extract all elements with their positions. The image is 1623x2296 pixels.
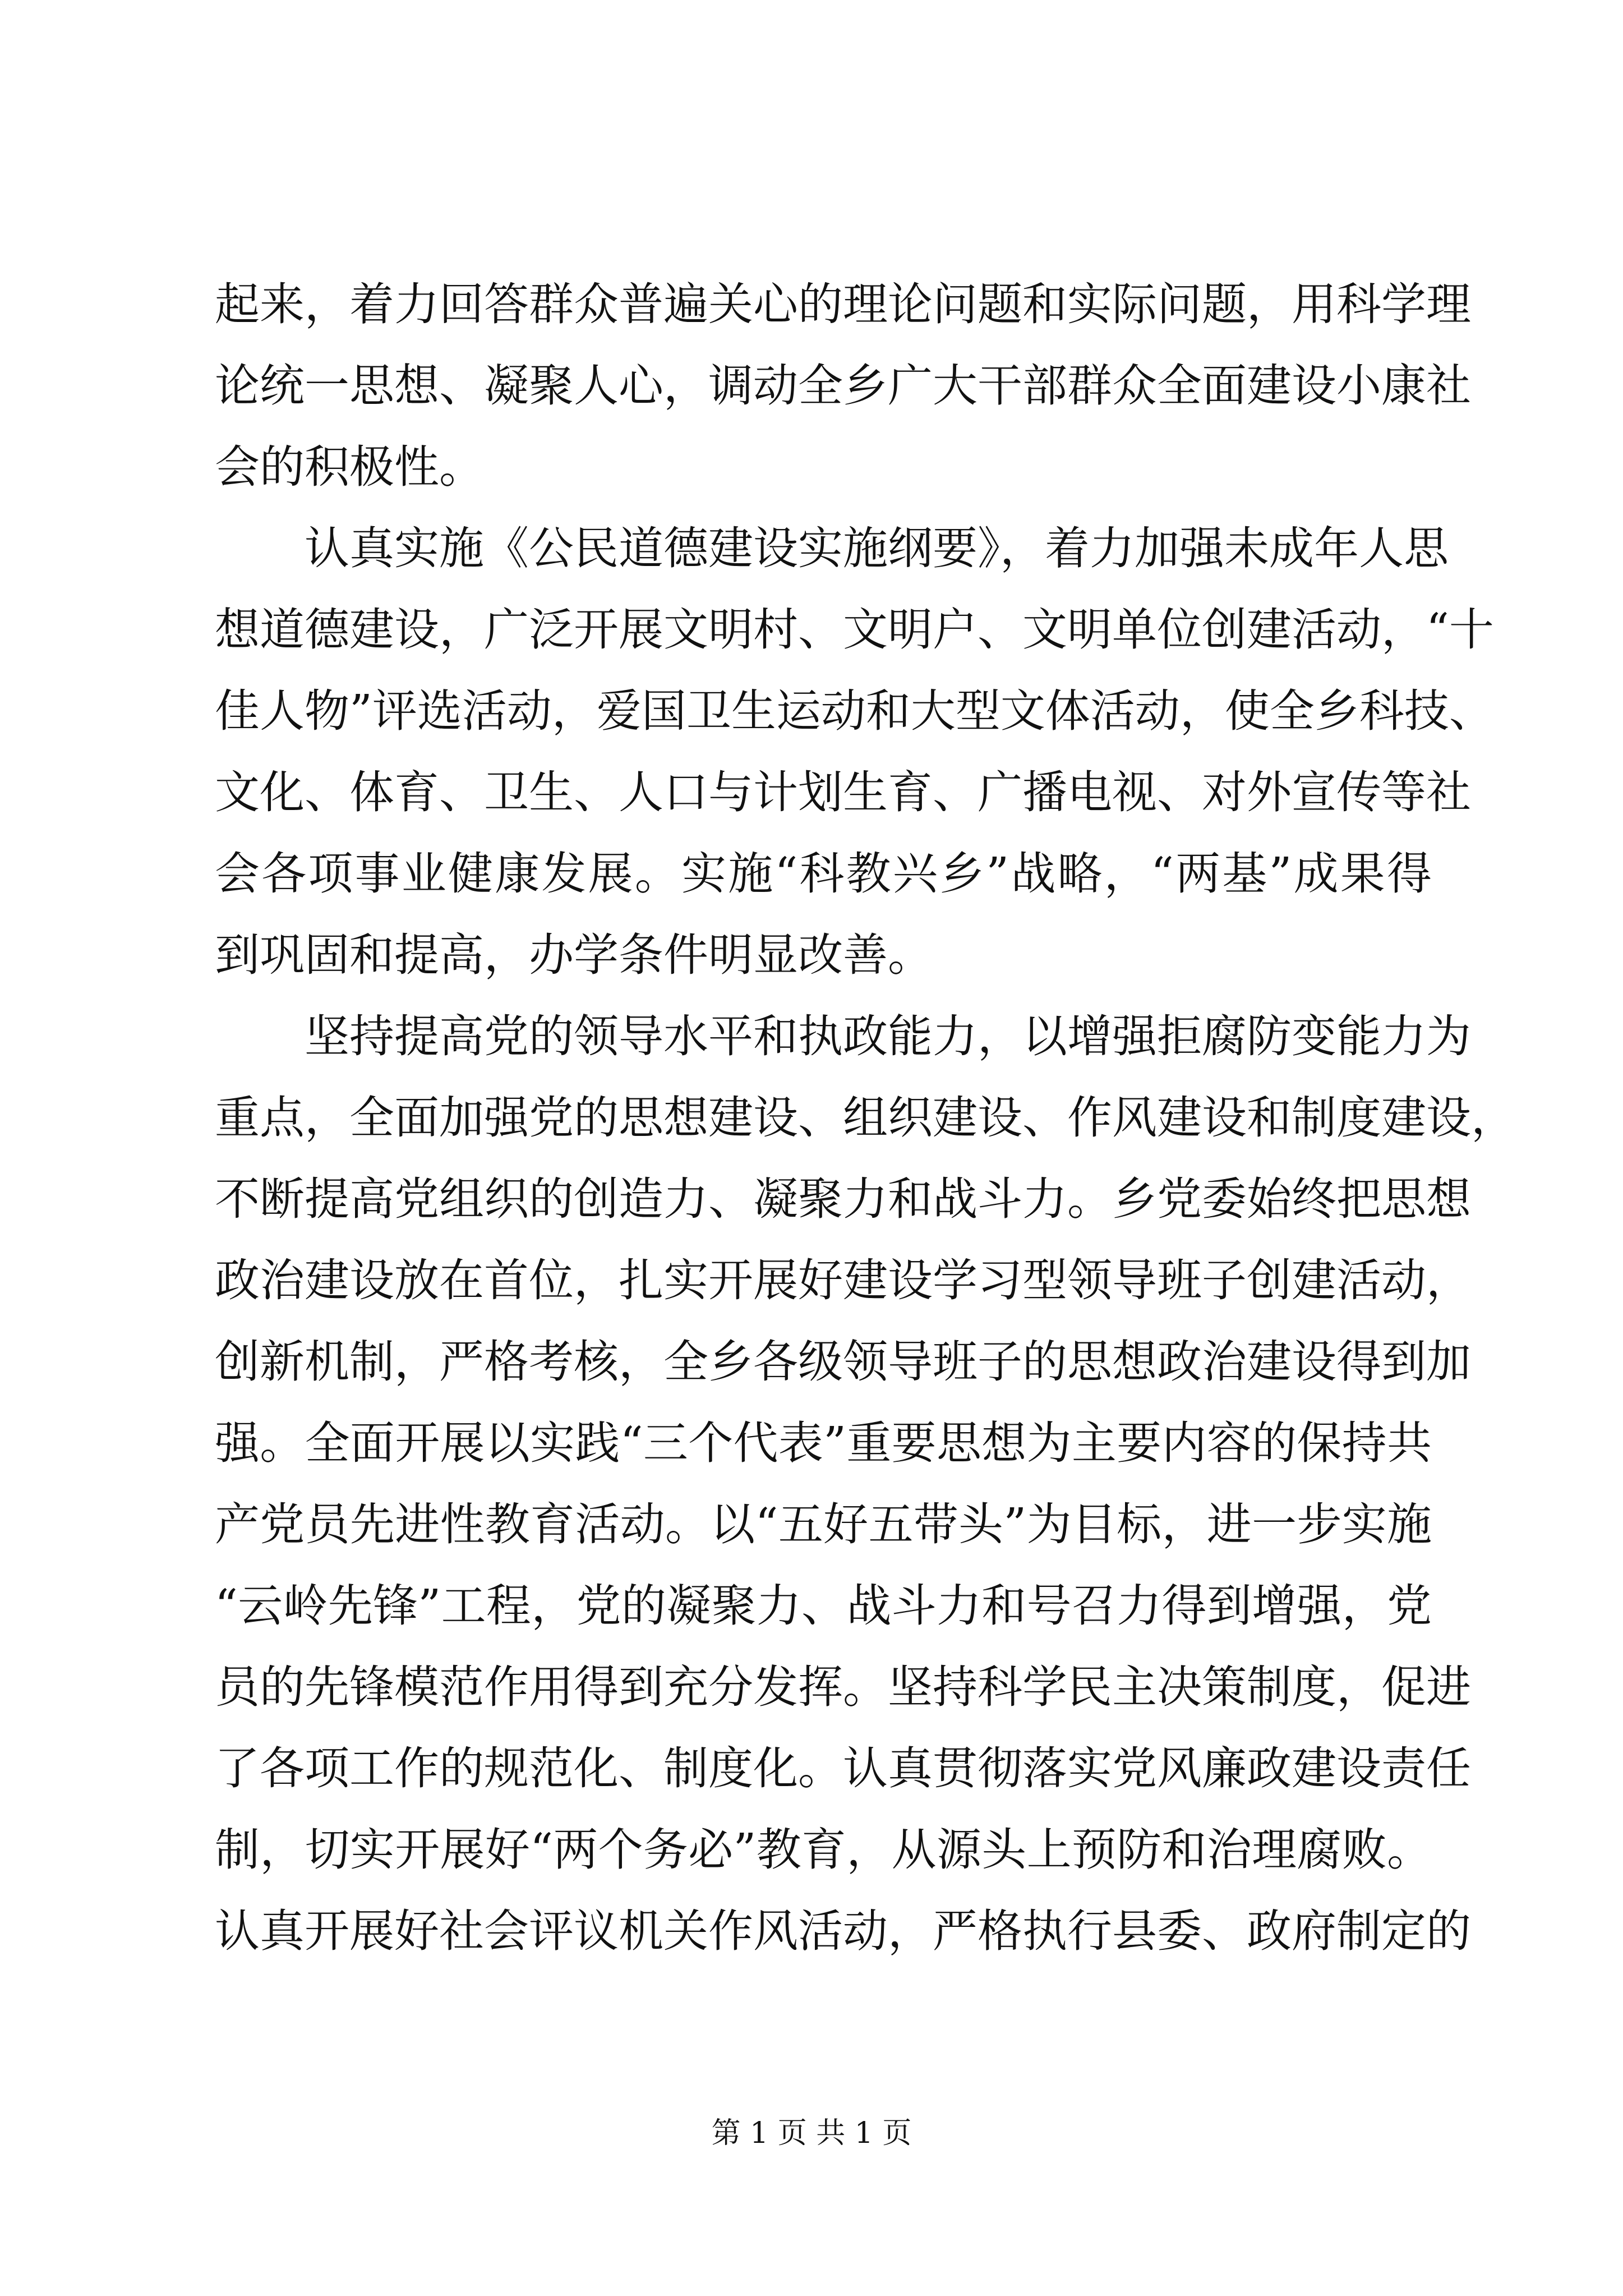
- paragraph-line: 论统一思想、凝聚人心，调动全乡广大干部群众全面建设小康社: [215, 360, 1471, 412]
- paragraph-line: 到巩固和提高，办学条件明显改善。: [215, 929, 933, 981]
- paragraph-line: 文化、体育、卫生、人口与计划生育、广播电视、对外宣传等社: [215, 766, 1471, 818]
- paragraph-line: 起来，着力回答群众普遍关心的理论问题和实际问题，用科学理: [215, 278, 1471, 330]
- paragraph-line: 佳人物”评选活动，爱国卫生运动和大型文体活动，使全乡科技、: [215, 685, 1494, 737]
- document-body: [215, 264, 1516, 1972]
- paragraph-line: 认真实施《公民道德建设实施纲要》，着力加强未成年人思: [305, 522, 1449, 574]
- paragraph-line: 产党员先进性教育活动。以“五好五带头”为目标，进一步实施: [215, 1498, 1432, 1550]
- paragraph-line: 强。全面开展以实践“三个代表”重要思想为主要内容的保持共: [215, 1417, 1432, 1469]
- paragraph-line: 了各项工作的规范化、制度化。认真贯彻落实党风廉政建设责任: [215, 1742, 1471, 1795]
- paragraph-line: 创新机制，严格考核，全乡各级领导班子的思想政治建设得到加: [215, 1336, 1471, 1388]
- paragraph-line: 会的积极性。: [215, 441, 484, 493]
- page-footer: [0, 2109, 1623, 2151]
- paragraph-line: 认真开展好社会评议机关作风活动，严格执行县委、政府制定的: [215, 1905, 1471, 1957]
- paragraph-line: “云岭先锋”工程，党的凝聚力、战斗力和号召力得到增强，党: [215, 1580, 1432, 1632]
- paragraph-line: 员的先锋模范作用得到充分发挥。坚持科学民主决策制度，促进: [215, 1661, 1471, 1713]
- paragraph-line: 坚持提高党的领导水平和执政能力，以增强拒腐防变能力为: [305, 1010, 1471, 1062]
- paragraph-line: 想道德建设，广泛开展文明村、文明户、文明单位创建活动，“十: [215, 604, 1494, 656]
- paragraph-line: 政治建设放在首位，扎实开展好建设学习型领导班子创建活动，: [215, 1254, 1471, 1306]
- paragraph-line: 制，切实开展好“两个务必”教育，从源头上预防和治理腐败。: [215, 1824, 1432, 1876]
- page-number: 第 1 页 共 1 页: [711, 2116, 912, 2150]
- paragraph-line: 重点，全面加强党的思想建设、组织建设、作风建设和制度建设，: [215, 1092, 1516, 1144]
- paragraph-line: 会各项事业健康发展。实施“科教兴乡”战略，“两基”成果得: [215, 848, 1432, 900]
- paragraph-line: 不断提高党组织的创造力、凝聚力和战斗力。乡党委始终把思想: [215, 1173, 1471, 1225]
